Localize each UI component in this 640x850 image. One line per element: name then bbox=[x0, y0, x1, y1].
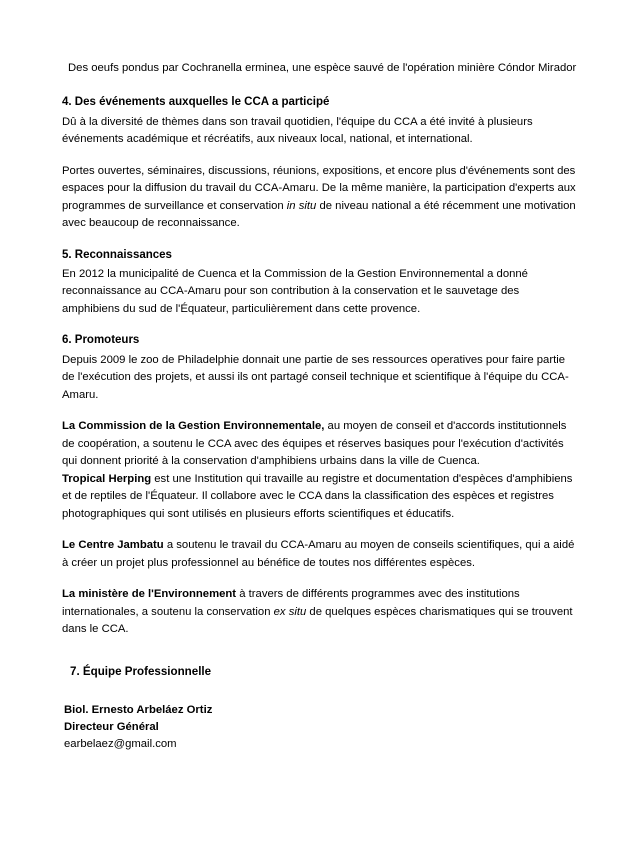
section-heading-events: 4. Des événements auxquelles le CCA a participé bbox=[62, 96, 330, 109]
signature-role: Directeur Général bbox=[64, 720, 159, 733]
promoter-commission-name: La Commission de la Gestion Environnementale, bbox=[62, 420, 325, 433]
section-heading-recognitions: 5. Reconnaissances bbox=[62, 248, 172, 261]
section-heading-team: 7. Équipe Professionnelle bbox=[70, 664, 212, 678]
section-events-paragraph-1: Dû à la diversité de thèmes dans son travail quotidien, l'équipe du CCA a été invité à plusieurs événements académique et récréatifs, aux niveaux local, national, et international. bbox=[62, 115, 533, 146]
promoter-tropical-herping bbox=[62, 471, 578, 524]
section-events-paragraph-2-text: Portes ouvertes, séminaires, discussions, réunions, expositions, et encore plus d'événements sont des espaces pour la diffusion du travail du CCA-Amaru. De la même manière, la participation d'experts aux programmes de surveillance et conservation in situ de niveau national a été récemment une motivation avec beaucoup de reconnaissance. bbox=[62, 164, 576, 230]
section-heading-promoters: 6. Promoteurs bbox=[62, 334, 140, 347]
signature-name: Biol. Ernesto Arbeláez Ortiz bbox=[64, 703, 213, 716]
section-promoters-paragraph-1: Depuis 2009 le zoo de Philadelphie donnait une partie de ses ressources operatives pour faire partie de l'exécution des projets, et aussi ils ont partagé conseil technique et scientifique à l'équipe du CCA-Amaru. bbox=[62, 353, 569, 401]
promoter-ministere-name: La ministère de l'Environnement bbox=[62, 588, 237, 601]
signature-email: earbelaez@gmail.com bbox=[64, 737, 177, 750]
section-events-paragraph-2 bbox=[62, 163, 578, 233]
promoter-tropical-herping-name: Tropical Herping bbox=[62, 472, 152, 485]
figure-caption: Des oeufs pondus par Cochranella erminea, une espèce sauvé de l'opération minière Cóndor Mirador bbox=[68, 62, 577, 74]
promoter-commission bbox=[62, 418, 578, 471]
promoter-ministere-environnement bbox=[62, 586, 578, 639]
promoter-commission-text: au moyen de conseil et d'accords institutionnels de coopération, a soutenu le CCA avec des équipes et réserves basiques pour l'exécution d'activités qui donnent priorité à la conservation d'amphibiens urbains dans la ville de Cuenca. bbox=[62, 420, 567, 468]
promoter-ministere-italic: ex situ bbox=[273, 605, 307, 618]
promoter-ministere-text-before: à travers de différents programmes avec des institutions internationales, a soutenu la conservation bbox=[62, 588, 520, 618]
inline-italic-in-situ: in situ bbox=[286, 199, 317, 212]
promoter-tropical-herping-text: est une Institution qui travaille au registre et documentation d'espèces d'amphibiens et de reptiles de l'Équateur. Il collabore avec le CCA dans la classification des espèces et registres photographiques qui sont utilisés en plusieurs efforts scientifiques et éducatifs. bbox=[62, 472, 573, 520]
promoter-centre-jambatu bbox=[62, 537, 578, 572]
section-recognitions-paragraph-1: En 2012 la municipalité de Cuenca et la Commission de la Gestion Environnemental a donné reconnaissance au CCA-Amaru pour son contribution à la conservation et le sauvetage des amphibiens du sud de l'Équateur, particulièrement dans cette provence. bbox=[62, 267, 528, 315]
promoter-ministere-text-after: de quelques espèces charismatiques qui se trouvent dans le CCA. bbox=[62, 605, 573, 636]
signature-block bbox=[62, 702, 578, 753]
promoter-centre-jambatu-name: Le Centre Jambatu bbox=[62, 539, 164, 552]
promoter-centre-jambatu-text: a soutenu le travail du CCA-Amaru au moyen de conseils scientifiques, qui a aidé à créer un projet plus professionnel au bénéfice de toutes nos différentes espèces. bbox=[62, 539, 575, 569]
